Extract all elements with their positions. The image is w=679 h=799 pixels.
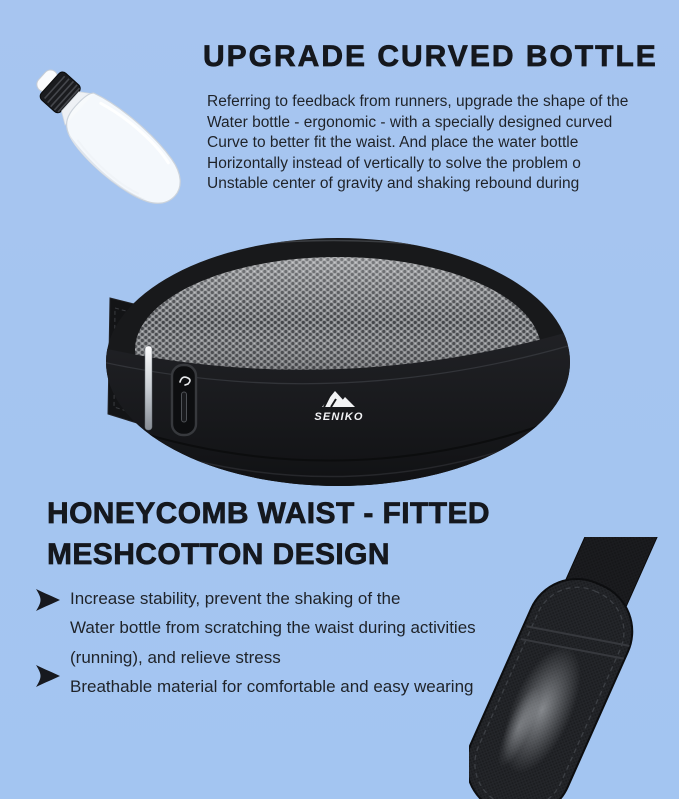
bullet-item — [35, 672, 476, 701]
honeycomb-title-line: MESHCOTTON DESIGN — [47, 537, 390, 571]
brand-logo-text: SENIKO — [314, 411, 364, 423]
bullet-line: Increase stability, prevent the shaking of the — [70, 589, 401, 608]
arrowhead-right-icon — [35, 664, 61, 688]
upgrade-section-description — [207, 92, 628, 195]
description-line: Horizontally instead of vertically to solve the problem o — [207, 154, 581, 172]
upgrade-section-title: UPGRADE CURVED BOTTLE — [203, 40, 658, 73]
reflective-strip — [145, 346, 152, 430]
bullet-item — [35, 584, 476, 672]
arrowhead-right-icon — [35, 588, 61, 612]
bullet-line: Water bottle from scratching the waist during activities — [70, 618, 476, 638]
strap-closeup-image — [469, 537, 679, 799]
feature-bullet-list — [35, 584, 476, 702]
bullet-line: (running), and relieve stress — [70, 647, 281, 667]
curved-water-bottle-image — [18, 48, 218, 238]
description-line: Unstable center of gravity and shaking rebound during — [207, 175, 580, 193]
description-line: Referring to feedback from runners, upgrade the shape of the — [207, 93, 629, 110]
waist-belt-image — [95, 228, 585, 496]
bullet-line: Breathable material for comfortable and easy wearing — [70, 677, 474, 697]
honeycomb-section-title — [47, 494, 490, 575]
zipper-pull — [182, 392, 187, 422]
description-line: Water bottle - ergonomic - with a specially designed curved — [207, 113, 613, 131]
description-line: Curve to better fit the waist. And place the water bottle — [207, 134, 579, 152]
honeycomb-title-line: HONEYCOMB WAIST - FITTED — [47, 497, 490, 530]
